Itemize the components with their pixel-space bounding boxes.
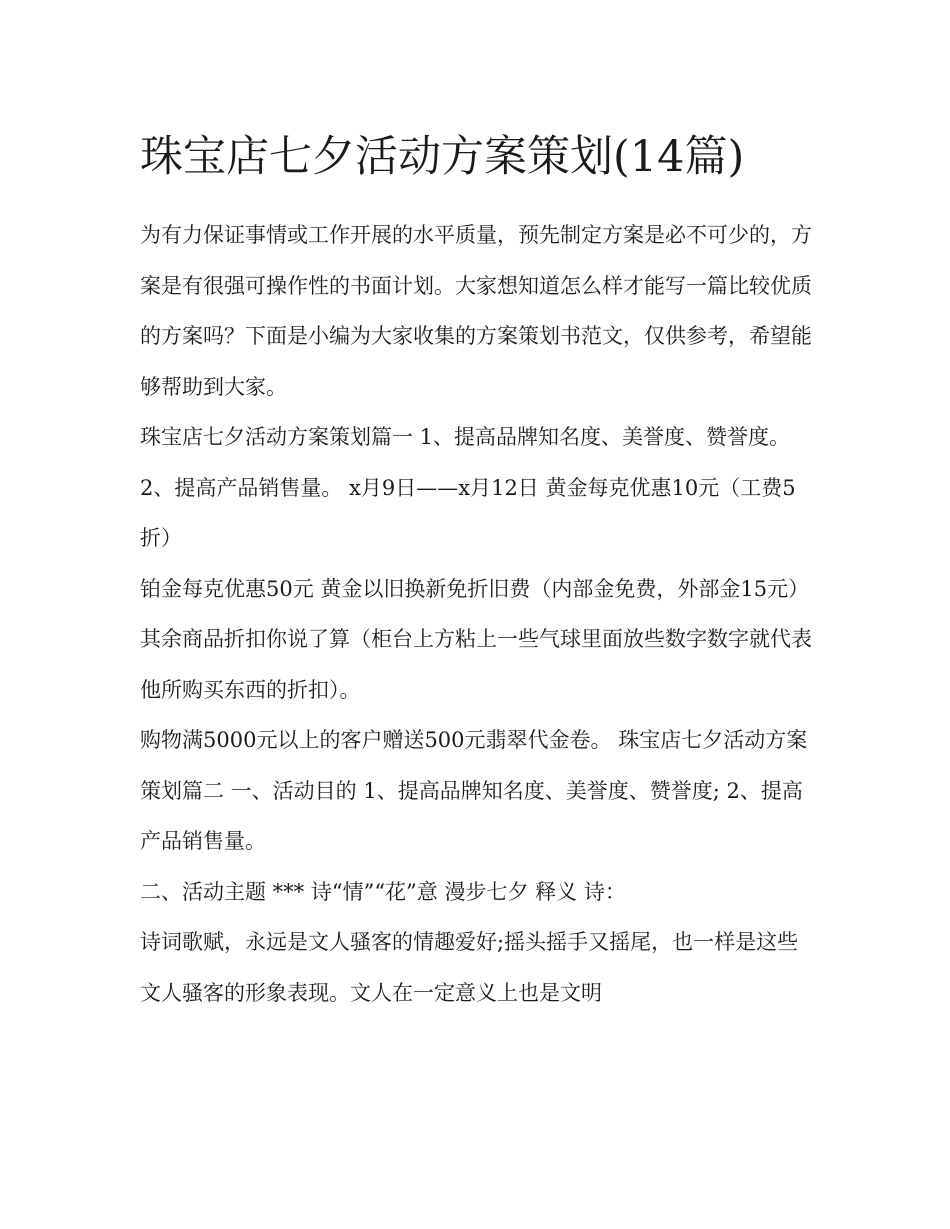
body-paragraph: 珠宝店七夕活动方案策划篇一 1、提高品牌知名度、美誉度、赞誉度。 2、提高产品销售量。 x月9日——x月12日 黄金每克优惠10元（工费5折） [140,425,796,550]
body-paragraph: 购物满5000元以上的客户赠送500元翡翠代金卷。 珠宝店七夕活动方案策划篇二 一、活动目的 1、提高品牌知名度、美誉度、赞誉度; 2、提高产品销售量。 [140,728,808,853]
document-title: 珠宝店七夕活动方案策划(14篇) [140,132,745,182]
intro-paragraph: 为有力保证事情或工作开展的水平质量，预先制定方案是必不可少的，方案是有很强可操作性的书面计划。大家想知道怎么样才能写一篇比较优质的方案吗？下面是小编为大家收集的方案策划书范文，仅供参考，希望能够帮助到大家。 [140,223,812,399]
body-paragraph: 铂金每克优惠50元 黄金以旧换新免折旧费（内部金免费，外部金15元） 其余商品折扣你说了算（柜台上方粘上一些气球里面放些数字数字就代表他所购买东西的折扣）。 [140,576,812,702]
body-paragraph: 诗词歌赋，永远是文人骚客的情趣爱好;摇头摇手又摇尾，也一样是这些文人骚客的形象表现。文人在一定意义上也是文明 [140,930,799,1005]
body-paragraph: 二、活动主题 *** 诗“情”“花”意 漫步七夕 释义 诗： [140,879,626,904]
document-body [140,118,812,1018]
